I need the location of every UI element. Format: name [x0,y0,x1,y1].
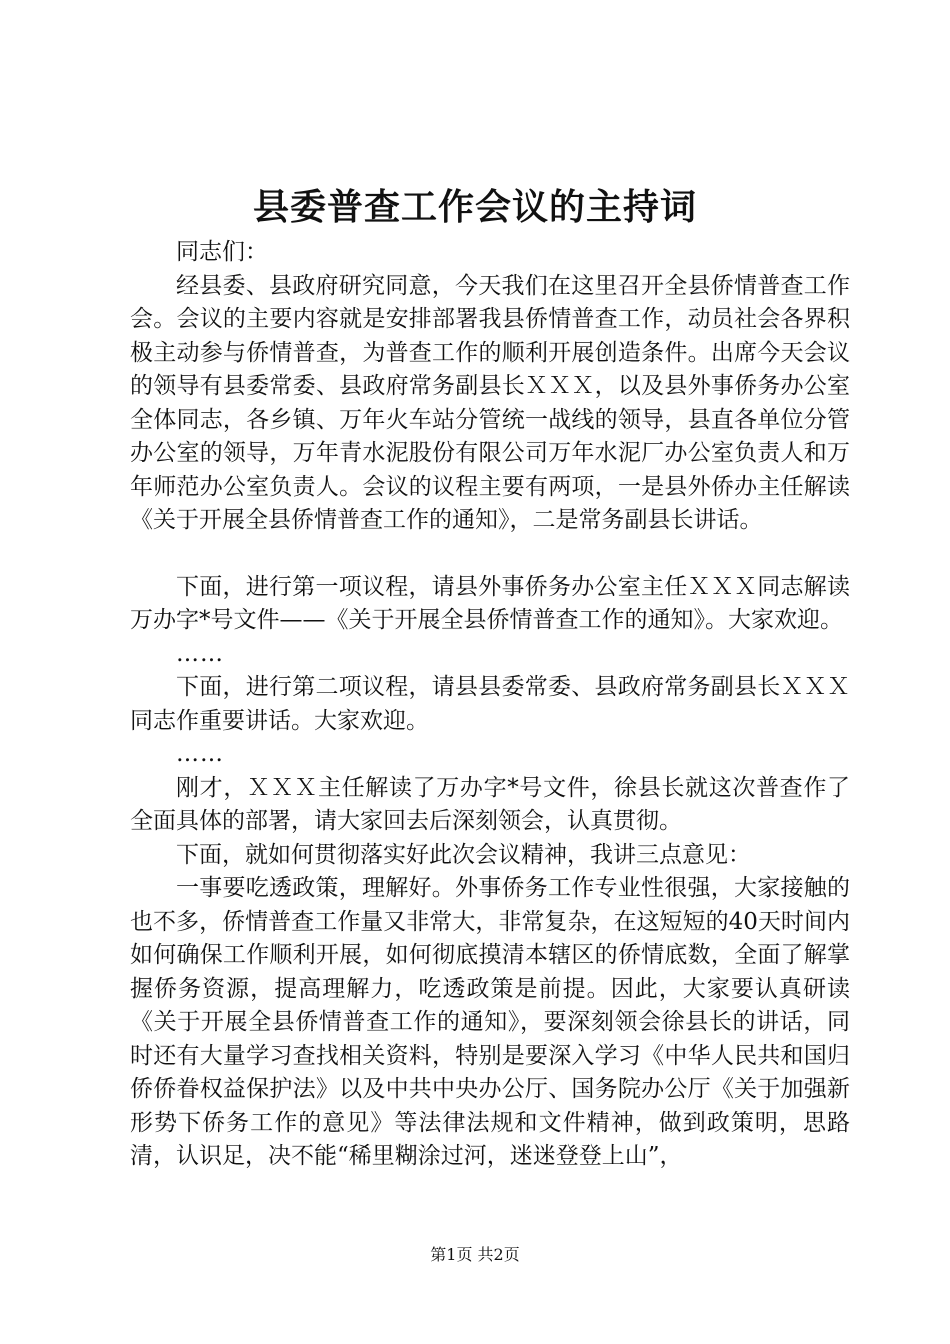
salutation: 同志们： [176,239,268,265]
paragraph-opening: 经县委、县政府研究同意，今天我们在这里召开全县侨情普查工作会。会议的主要内容就是安排部署我县侨情普查工作，动员社会各界积极主动参与侨情普查，为普查工作的顺利开展创造条件。出席今天会议的领导有县委常委、县政府常务副县长ＸＸＸ，以及县外事侨务办公室全体同志，各乡镇、万年火车站分管统一战线的领导，县直各单位分管办公室的领导，万年青水泥股份有限公司万年水泥厂办公室负责人和万年师范办公室负责人。会议的议程主要有两项，一是县外侨办主任解读《关于开展全县侨情普查工作的通知》，二是常务副县长讲话。 [130,272,850,533]
document-body [130,236,850,1174]
document-title: 县委普查工作会议的主持词 [252,186,697,228]
page-number-footer: 第1页 共2页 [430,1245,520,1264]
ellipsis-line: …… [176,741,224,767]
paragraph-summary: 刚才，ＸＸＸ主任解读了万办字*号文件，徐县长就这次普查作了全面具体的部署，请大家回去后深刻领会，认真贯彻。 [130,774,850,834]
paragraph-agenda-two: 下面，进行第二项议程，请县县委常委、县政府常务副县长ＸＸＸ同志作重要讲话。大家欢迎。 [130,674,850,734]
ellipsis-line: …… [176,640,224,667]
paragraph-intro-opinions: 下面，就如何贯彻落实好此次会议精神，我讲三点意见： [176,841,751,868]
paragraph-agenda-one: 下面，进行第一项议程，请县外事侨务办公室主任ＸＸＸ同志解读万办字*号文件——《关于开展全县侨情普查工作的通知》。大家欢迎。 [130,573,850,633]
paragraph-opinion-one: 一事要吃透政策，理解好。外事侨务工作专业性很强，大家接触的也不多，侨情普查工作量又非常大，非常复杂，在这短短的40天时间内如何确保工作顺利开展，如何彻底摸清本辖区的侨情底数，全面了解掌握侨务资源，提高理解力，吃透政策是前提。因此，大家要认真研读《关于开展全县侨情普查工作的通知》，要深刻领会徐县长的讲话，同时还有大量学习查找相关资料，特别是要深入学习《中华人民共和国归侨侨眷权益保护法》以及中共中央办公厅、国务院办公厅《关于加强新形势下侨务工作的意见》等法律法规和文件精神，做到政策明，思路清，认识足，决不能“稀里糊涂过河，迷迷登登上山”， [130,875,850,1169]
